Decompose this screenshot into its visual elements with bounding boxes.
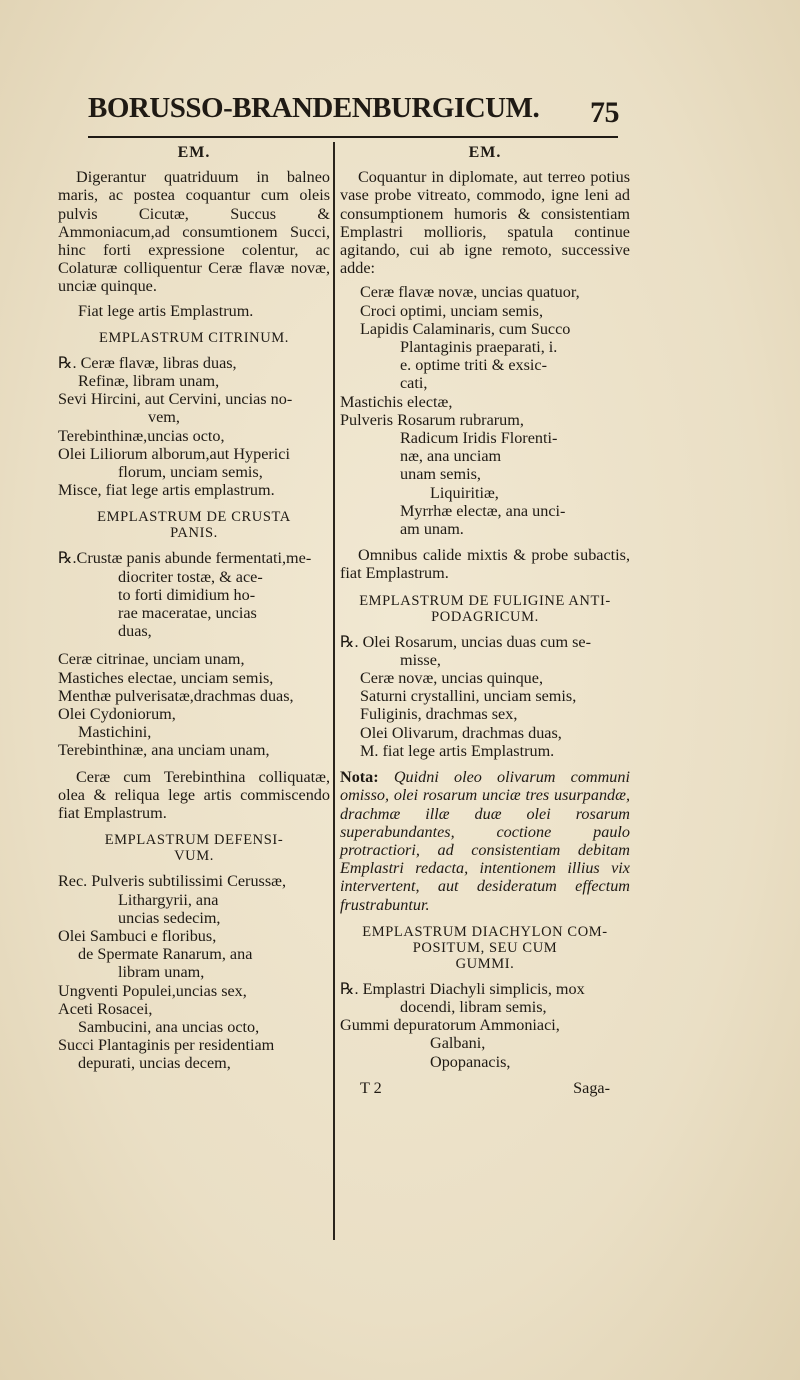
emplastrum-defensivum-recipe — [58, 872, 330, 1072]
section-title-line: EMPLASTRUM DE CRUSTA — [97, 509, 291, 526]
ingredient-line: Lapidis Calaminaris, cum Succo — [360, 319, 571, 338]
section-title-line: EMPLASTRUM DE FULIGINE ANTI- — [359, 592, 611, 609]
recipe-line: ℞.Crustæ panis abunde fermentati,me- — [58, 549, 312, 568]
recipe-line: Ceræ novæ, uncias quinque, — [360, 669, 543, 688]
omnibus-paragraph: Omnibus calide mixtis & probe subactis, fiat Emplastrum. — [340, 546, 630, 583]
recipe-line: Lithargyrii, ana — [118, 890, 219, 909]
emplastrum-diachylon-recipe — [340, 980, 630, 1071]
signature-mark: T 2 — [360, 1078, 382, 1097]
recipe-line: Terebinthinæ,uncias octo, — [58, 426, 225, 445]
recipe-line: Sambucini, ana uncias octo, — [78, 1017, 260, 1036]
left-column — [58, 140, 330, 1081]
ingredient-line: næ, ana unciam — [400, 447, 502, 466]
ingredient-line: Ceræ flavæ novæ, uncias quatuor, — [360, 283, 580, 302]
section-title-line: PODAGRICUM. — [431, 608, 539, 625]
recipe-line: Saturni crystallini, unciam semis, — [360, 687, 577, 706]
emplastrum-de-crusta-panis-recipe — [58, 549, 330, 759]
ingredient-line: cati, — [400, 374, 428, 393]
emplastrum-de-fuligine-title — [340, 593, 630, 625]
right-column — [340, 140, 630, 1097]
ingredient-line: Pulveris Rosarum rubrarum, — [340, 410, 524, 429]
recipe-line: diocriter tostæ, & ace- — [118, 567, 263, 586]
recipe-line: Refinæ, libram unam, — [78, 372, 220, 391]
page-header — [88, 92, 628, 129]
right-intro-paragraph: Coquantur in diplomate, aut terreo potius vase probe vitreato, commodo, igne leni ad consumptionem humoris & consistentiam Emplastri mollioris, spatula continue agitando, cui ab igne remoto, successive adde: — [340, 168, 630, 278]
recipe-line: florum, unciam semis, — [118, 463, 263, 482]
recipe-line: duas, — [118, 622, 152, 641]
recipe-line: Galbani, — [430, 1034, 486, 1053]
recipe-line: Rec. Pulveris subtilissimi Cerussæ, — [58, 872, 286, 891]
column-divider — [333, 142, 335, 1240]
recipe-line: Misce, fiat lege artis emplastrum. — [58, 481, 275, 500]
recipe-line: vem, — [148, 408, 180, 427]
recipe-line: depurati, uncias decem, — [78, 1054, 231, 1073]
recipe-line: Sevi Hircini, aut Cervini, uncias no- — [58, 390, 293, 409]
ingredient-line: e. optime triti & exsic- — [400, 356, 547, 375]
left-column-head: EM. — [177, 144, 211, 161]
recipe-line: Succi Plantaginis per residentiam — [58, 1036, 275, 1055]
recipe-line: Mastichini, — [78, 723, 152, 742]
emplastrum-de-crusta-panis-title — [58, 509, 330, 541]
fiat-line: Fiat lege artis Emplastrum. — [78, 301, 254, 320]
page-footer — [340, 1079, 630, 1097]
ingredient-line: Liquiritiæ, — [430, 483, 499, 502]
recipe-line: Ungventi Populei,uncias sex, — [58, 981, 247, 1000]
recipe-line: Aceti Rosacei, — [58, 999, 153, 1018]
recipe-line: M. fiat lege artis Emplastrum. — [360, 741, 555, 760]
running-title: BORUSSO-BRANDENBURGICUM. — [88, 92, 540, 124]
section-title-line: PANIS. — [170, 525, 218, 542]
emplastrum-citrinum-recipe — [58, 354, 330, 500]
crusta-panis-instructions: Ceræ cum Terebinthina colliquatæ, olea & reliqua lege artis commiscendo fiat Emplastrum. — [58, 767, 330, 823]
recipe-line: Olei Olivarum, drachmas duas, — [360, 723, 562, 742]
recipe-line: to forti dimidium ho- — [118, 585, 256, 604]
nota-label: Nota: — [340, 768, 379, 787]
recipe-line: Olei Sambuci e floribus, — [58, 926, 217, 945]
right-column-head: EM. — [468, 144, 502, 161]
header-rule — [88, 136, 618, 138]
ingredient-line: Croci optimi, unciam semis, — [360, 301, 543, 320]
emplastrum-citrinum-title: EMPLASTRUM CITRINUM. — [98, 329, 290, 346]
ingredient-line: Radicum Iridis Florenti- — [400, 429, 558, 448]
recipe-line: Olei Cydoniorum, — [58, 705, 176, 724]
ingredient-line: Myrrhæ electæ, ana unci- — [400, 501, 566, 520]
recipe-line: rae maceratae, uncias — [118, 604, 257, 623]
nota-paragraph — [340, 768, 630, 914]
recipe-line: uncias sedecim, — [118, 908, 221, 927]
section-title-line: VUM. — [174, 848, 214, 865]
ingredient-line: Plantaginis praeparati, i. — [400, 338, 558, 357]
recipe-line: ℞. Ceræ flavæ, libras duas, — [58, 353, 237, 372]
nota-text: Quidni oleo olivarum communi omisso, olei rosarum unciæ tres usurpandæ, drachmæ illæ duæ olei rosarum superabundantes, coctione paulo protractiori, ad consistentiam debitam Emplastri redacta, intentionem illius vix intervertent, aut desideratum effectum frustrabuntur. — [340, 768, 630, 914]
recipe-line: libram unam, — [118, 963, 205, 982]
section-title-line: EMPLASTRUM DIACHYLON COM- — [362, 923, 608, 940]
recipe-line: Terebinthinæ, ana unciam unam, — [58, 741, 270, 760]
recipe-line: Ceræ citrinae, unciam unam, — [58, 650, 245, 669]
section-title-line: GUMMI. — [455, 955, 515, 972]
catchword: Saga- — [573, 1078, 610, 1097]
recipe-line: Olei Liliorum alborum,aut Hyperici — [58, 444, 290, 463]
section-title-line: EMPLASTRUM DEFENSI- — [104, 832, 284, 849]
recipe-line: de Spermate Ranarum, ana — [78, 945, 253, 964]
recipe-line: Fuliginis, drachmas sex, — [360, 705, 518, 724]
recipe-line: Mastiches electae, unciam semis, — [58, 668, 274, 687]
emplastrum-de-fuligine-recipe — [340, 633, 630, 760]
ingredient-list — [340, 283, 630, 538]
recipe-line: ℞. Emplastri Diachyli simplicis, mox — [340, 979, 585, 998]
recipe-line: docendi, libram semis, — [400, 997, 547, 1016]
section-title-line: POSITUM, SEU CUM — [412, 939, 558, 956]
ingredient-line: unam semis, — [400, 465, 481, 484]
page-number: 75 — [590, 96, 619, 129]
recipe-line: Menthæ pulverisatæ,drachmas duas, — [58, 686, 294, 705]
recipe-line: Gummi depuratorum Ammoniaci, — [340, 1016, 560, 1035]
emplastrum-diachylon-title — [340, 924, 630, 972]
recipe-line: ℞. Olei Rosarum, uncias duas cum se- — [340, 632, 591, 651]
ingredient-line: am unam. — [400, 520, 464, 539]
ingredient-line: Mastichis electæ, — [340, 392, 453, 411]
recipe-line: misse, — [400, 650, 441, 669]
recipe-line: Opopanacis, — [430, 1052, 511, 1071]
emplastrum-defensivum-title — [58, 832, 330, 864]
left-intro-paragraph: Digerantur quatriduum in balneo maris, ac postea coquantur cum oleis pulvis Cicutæ, Succus & Ammoniacum,ad consumtionem Succi, hinc forti expressione colentur, ac Colaturæ colliquentur Ceræ flavæ novæ, unciæ quinque. — [58, 168, 330, 296]
